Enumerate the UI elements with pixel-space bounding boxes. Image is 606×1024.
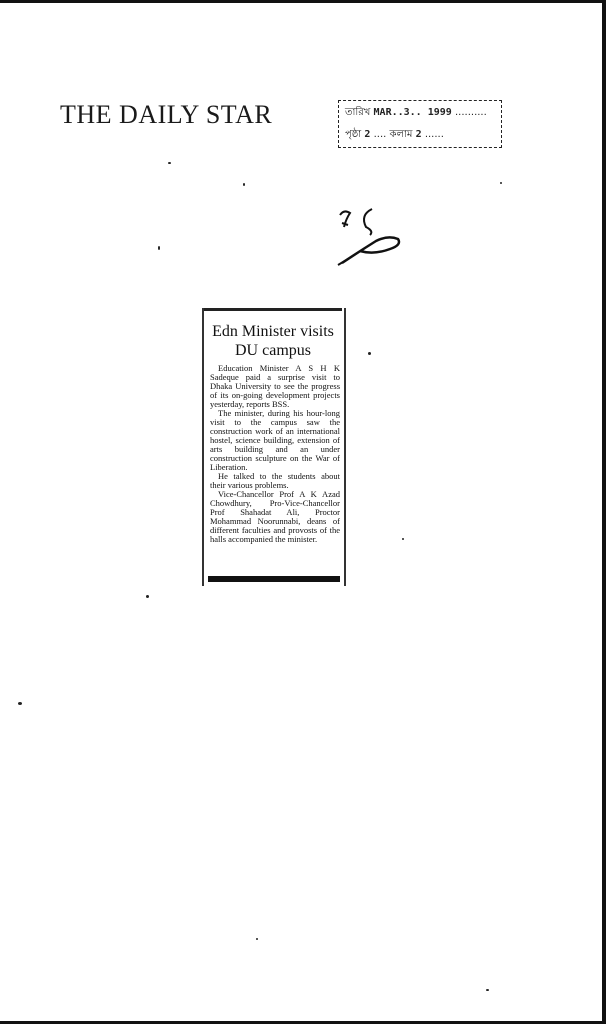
article-paragraph: Vice-Chancellor Prof A K Azad Chowdhury, Pro-Vice-Chancellor Prof Shahadat Ali, Proctor Mohammad Noorunnabi, deans of different faculties and provosts of the halls accompanied the minister. [210, 489, 340, 544]
clipping-right-edge [344, 308, 346, 586]
stamp-column-value: 2 [415, 129, 422, 140]
scan-speck [18, 702, 22, 705]
stamp-dots: .... [373, 129, 390, 140]
scan-speck [402, 538, 404, 540]
scan-edge-right [602, 0, 606, 1024]
stamp-date-row [345, 105, 487, 122]
scan-speck [243, 183, 245, 186]
stamp-date-label: তারিখ [345, 107, 371, 118]
article-paragraph: The minister, during his hour-long visit to the campus saw the construction work of an international hostel, science building, extension of arts building and an under construction sculpture on the War of Liberation. [210, 408, 340, 472]
article-paragraph: Education Minister A S H K Sadeque paid a surprise visit to Dhaka University to see the progress of its on-going development projects yesterday, reports BSS. [210, 363, 340, 409]
scan-speck [256, 938, 258, 940]
scan-speck [500, 182, 502, 184]
article-body [210, 364, 340, 544]
scan-speck [368, 352, 371, 355]
clipping-left-edge [202, 308, 204, 586]
article-paragraph: He talked to the students about their various problems. [210, 471, 340, 490]
stamp-dots: .......... [455, 107, 487, 118]
stamp-page-label: পৃষ্ঠা [345, 129, 362, 140]
scan-speck [168, 162, 171, 164]
scan-speck [146, 595, 149, 598]
handwritten-mark-icon [330, 205, 410, 270]
archive-stamp [338, 100, 502, 148]
clipping-top-rule [202, 308, 342, 311]
stamp-page-value: 2 [364, 129, 371, 140]
stamp-page-row [345, 127, 444, 144]
stamp-dots: ...... [424, 129, 444, 140]
article-headline: Edn Minister visits DU campus [212, 323, 334, 359]
stamp-date-value: MAR..3.. 1999 [373, 107, 452, 118]
scan-speck [486, 989, 489, 991]
scan-speck [158, 246, 160, 250]
news-clipping [198, 308, 348, 586]
stamp-column-label: কলাম [389, 129, 413, 140]
scan-edge-top [0, 0, 606, 3]
clipping-bottom-rule [208, 576, 340, 582]
newspaper-masthead: THE DAILY STAR [60, 100, 273, 129]
